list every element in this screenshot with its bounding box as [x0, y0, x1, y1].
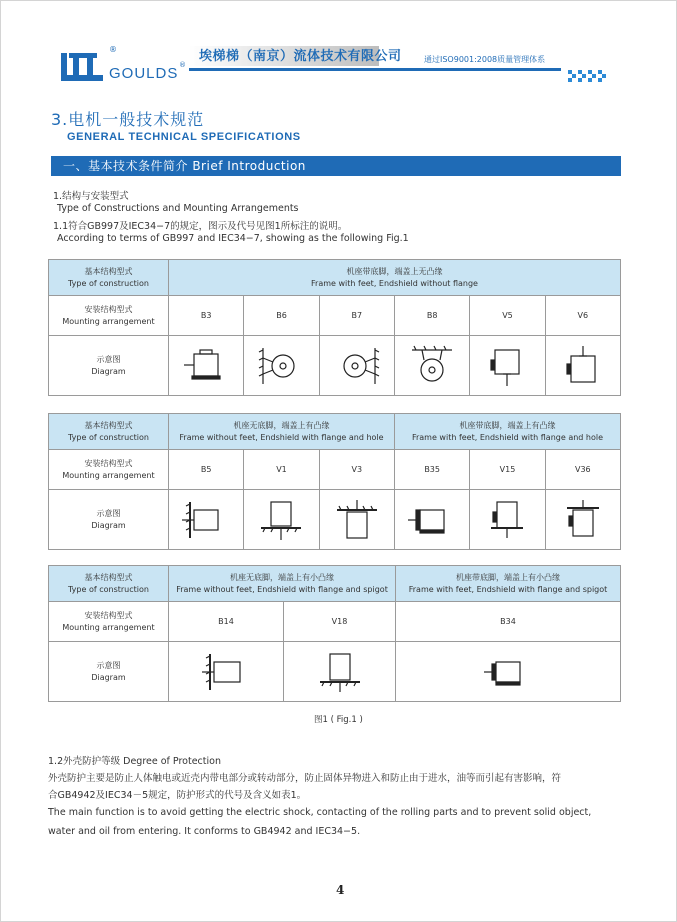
type-label-en: Type of construction: [68, 584, 149, 594]
code-cell: V15: [470, 450, 545, 490]
construction-table-3: [48, 565, 621, 702]
intro-line-2: Type of Constructions and Mounting Arrangements: [57, 203, 299, 214]
diagram-label-cell: [49, 490, 169, 550]
section-title: 3.电机一般技术规范: [51, 110, 205, 129]
mount-label-cn: 安装结构型式: [84, 304, 133, 314]
diagram-cell: [169, 642, 284, 702]
diagram-label-en: Diagram: [91, 366, 126, 376]
table3-header-right: [396, 566, 621, 602]
itt-logo-mark: [59, 49, 105, 83]
table2-header-right: [394, 414, 620, 450]
table1-header-en: Frame with feet, Endshield without flange: [311, 278, 478, 288]
motor-b34-diagram: [478, 650, 538, 694]
motor-b5-diagram: [176, 498, 236, 542]
diagram-cell: [319, 336, 394, 396]
motor-b7-diagram: [327, 344, 387, 388]
table1-header: [169, 260, 621, 296]
diagram-cell: [394, 336, 469, 396]
table3-header-right-cn: 机座带底脚，端盖上有小凸缘: [456, 572, 560, 582]
code-cell: V6: [545, 296, 620, 336]
motor-v18-diagram: [310, 650, 370, 694]
code-cell: V18: [284, 602, 396, 642]
code-cell: B5: [169, 450, 244, 490]
type-label-cell: [49, 566, 169, 602]
diagram-label-cn: 示意图: [96, 354, 121, 364]
code-cell: B8: [394, 296, 469, 336]
motor-v1-diagram: [251, 498, 311, 542]
motor-v6-diagram: [553, 344, 613, 388]
table2-header-right-cn: 机座带底脚，端盖上有凸缘: [459, 420, 556, 430]
diagram-cell: [394, 490, 469, 550]
diagram-cell: [545, 336, 620, 396]
code-cell: B7: [319, 296, 394, 336]
code-cell: V5: [470, 296, 545, 336]
table3-header-right-en: Frame with feet, Endshield with flange and spigot: [408, 584, 608, 594]
diagram-label-en: Diagram: [91, 672, 126, 682]
type-label-en: Type of construction: [68, 432, 149, 442]
logo-text-registered-mark: ®: [179, 61, 186, 69]
type-label-en: Type of construction: [68, 278, 149, 288]
diagram-cell: [169, 490, 244, 550]
mount-label-cn: 安装结构型式: [84, 458, 133, 468]
table3-header-left: [169, 566, 396, 602]
type-label-cell: [49, 414, 169, 450]
table2-header-left: [169, 414, 395, 450]
type-label-cell: [49, 260, 169, 296]
diagram-label-cn: 示意图: [96, 660, 121, 670]
code-cell: B35: [394, 450, 469, 490]
type-label-cn: 基本结构型式: [84, 420, 133, 430]
motor-b3-diagram: [176, 344, 236, 388]
company-name: 埃梯梯（南京）流体技术有限公司: [199, 49, 402, 64]
mount-label-en: Mounting arrangement: [62, 622, 155, 632]
section-bar: 一、基本技术条件简介 Brief Introduction: [51, 156, 621, 176]
code-cell: B14: [169, 602, 284, 642]
code-cell: B34: [396, 602, 621, 642]
motor-b6-diagram: [251, 344, 311, 388]
mount-label-en: Mounting arrangement: [62, 316, 155, 326]
protection-cn-line-1: 外壳防护主要是防止人体触电或近壳内带电部分或转动部分，防止固体异物进入和防止由于进水，油等而引起有害影响，符: [48, 773, 562, 784]
motor-v3-diagram: [327, 498, 387, 542]
diagram-label-en: Diagram: [91, 520, 126, 530]
diagram-cell: [545, 490, 620, 550]
diagram-label-cn: 示意图: [96, 508, 121, 518]
table2-header-right-en: Frame with feet, Endshield with flange and hole: [411, 432, 604, 442]
table3-header-left-en: Frame without feet, Endshield with flange and spigot: [176, 584, 388, 594]
construction-table-2: [48, 413, 621, 550]
type-label-cn: 基本结构型式: [84, 572, 133, 582]
chevron-arrows-icon: [566, 67, 610, 87]
intro-line-3: 1.1符合GB997及IEC34−7的规定，图示及代号见图1所标注的说明。: [53, 221, 348, 232]
motor-v5-diagram: [477, 344, 537, 388]
construction-table-1: [48, 259, 621, 396]
code-cell: V3: [319, 450, 394, 490]
table2-header-left-en: Frame without feet, Endshield with flange and hole: [179, 432, 384, 442]
diagram-label-cell: [49, 336, 169, 396]
certification-text: 通过ISO9001:2008质量管理体系: [424, 55, 546, 64]
mount-label-en: Mounting arrangement: [62, 470, 155, 480]
motor-b8-diagram: [402, 344, 462, 388]
code-cell: V36: [545, 450, 620, 490]
diagram-cell: [396, 642, 621, 702]
diagram-cell: [169, 336, 244, 396]
code-cell: B6: [244, 296, 319, 336]
diagram-label-cell: [49, 642, 169, 702]
motor-v36-diagram: [553, 498, 613, 542]
table2-header-left-cn: 机座无底脚，端盖上有凸缘: [233, 420, 330, 430]
page-number: 4: [336, 883, 345, 897]
diagram-cell: [470, 490, 545, 550]
table3-header-left-cn: 机座无底脚，端盖上有小凸缘: [230, 572, 334, 582]
protection-cn-line-2: 合GB4942及IEC34－5规定，防护形式的代号及含义如表1。: [48, 790, 307, 801]
motor-v15-diagram: [477, 498, 537, 542]
protection-title: 1.2外壳防护等级 Degree of Protection: [48, 756, 221, 767]
protection-en-line-1: The main function is to avoid getting the electric shock, contacting of the rolling parts and to prevent solid object,: [48, 807, 592, 818]
logo-text: GOULDS: [109, 65, 179, 82]
table1-header-cn: 机座带底脚，端盖上无凸缘: [346, 266, 443, 276]
logo-registered-mark: ®: [109, 45, 117, 54]
header-rule: [189, 68, 561, 71]
mount-label-cell: [49, 450, 169, 490]
mount-label-cell: [49, 296, 169, 336]
section-subtitle: GENERAL TECHNICAL SPECIFICATIONS: [67, 131, 301, 143]
diagram-cell: [244, 336, 319, 396]
code-cell: B3: [169, 296, 244, 336]
intro-line-4: According to terms of GB997 and IEC34−7, showing as the following Fig.1: [57, 233, 409, 244]
protection-en-line-2: water and oil from entering. It conforms to GB4942 and IEC34−5.: [48, 826, 361, 837]
motor-b35-diagram: [402, 498, 462, 542]
diagram-cell: [244, 490, 319, 550]
goulds-logo: [59, 45, 189, 89]
diagram-cell: [284, 642, 396, 702]
motor-b14-diagram: [196, 650, 256, 694]
diagram-cell: [319, 490, 394, 550]
type-label-cn: 基本结构型式: [84, 266, 133, 276]
mount-label-cn: 安装结构型式: [84, 610, 133, 620]
code-cell: V1: [244, 450, 319, 490]
intro-line-1: 1.结构与安装型式: [53, 191, 129, 202]
figure-caption: 图1 ( Fig.1 ): [314, 715, 363, 725]
mount-label-cell: [49, 602, 169, 642]
diagram-cell: [470, 336, 545, 396]
